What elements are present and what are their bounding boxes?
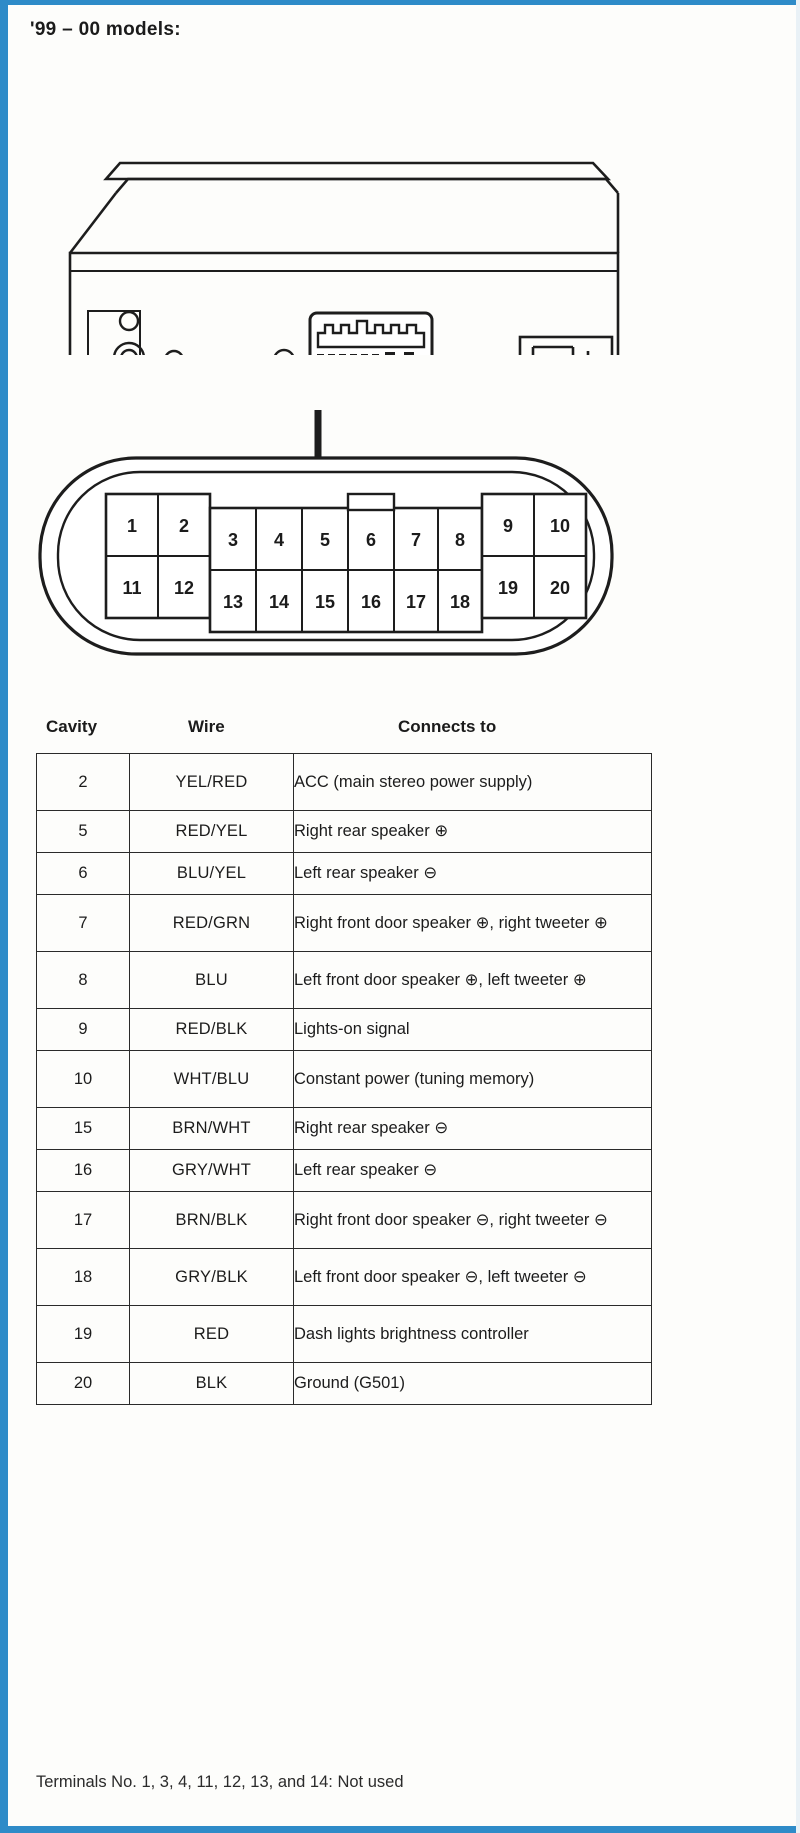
cell-connects-to: Left front door speaker ⊖, left tweeter ⊖	[294, 1249, 652, 1306]
svg-text:20: 20	[549, 578, 571, 598]
cell-cavity: 5	[37, 811, 130, 853]
accent-rail-left	[0, 0, 8, 1833]
svg-text:16: 16	[360, 592, 382, 612]
table-row	[37, 1306, 652, 1363]
cell-cavity: 16	[37, 1150, 130, 1192]
cell-cavity: 10	[37, 1051, 130, 1108]
svg-text:9: 9	[502, 516, 514, 536]
svg-text:19: 19	[497, 578, 519, 598]
cell-connects-to: Right rear speaker ⊕	[294, 811, 652, 853]
table-row	[37, 895, 652, 952]
cell-cavity: 17	[37, 1192, 130, 1249]
svg-text:10: 10	[549, 516, 571, 536]
table-row	[37, 754, 652, 811]
table-row	[37, 1249, 652, 1306]
svg-text:11: 11	[122, 578, 142, 598]
svg-text:5: 5	[319, 530, 331, 550]
svg-text:3: 3	[227, 530, 239, 550]
svg-text:17: 17	[405, 592, 427, 612]
svg-text:12: 12	[173, 578, 195, 598]
table-row	[37, 1150, 652, 1192]
cell-connects-to: Right rear speaker ⊖	[294, 1108, 652, 1150]
cell-cavity: 6	[37, 853, 130, 895]
table-row	[37, 952, 652, 1009]
svg-text:18: 18	[449, 592, 471, 612]
cell-wire: BRN/WHT	[130, 1108, 294, 1150]
table-header-row	[36, 717, 648, 751]
table-row	[37, 811, 652, 853]
cell-cavity: 15	[37, 1108, 130, 1150]
table-row	[37, 853, 652, 895]
accent-rail-bottom	[0, 1826, 800, 1833]
svg-text:6: 6	[365, 530, 377, 550]
cell-connects-to: Dash lights brightness controller	[294, 1306, 652, 1363]
cell-cavity: 2	[37, 754, 130, 811]
cell-wire: BRN/BLK	[130, 1192, 294, 1249]
cell-wire: YEL/RED	[130, 754, 294, 811]
svg-text:1: 1	[126, 516, 138, 536]
cell-wire: WHT/BLU	[130, 1051, 294, 1108]
cell-cavity: 18	[37, 1249, 130, 1306]
svg-text:2: 2	[178, 516, 190, 536]
cell-connects-to: ACC (main stereo power supply)	[294, 754, 652, 811]
svg-text:4: 4	[273, 530, 285, 550]
cell-wire: GRY/BLK	[130, 1249, 294, 1306]
table-row	[37, 1192, 652, 1249]
table-row	[37, 1363, 652, 1405]
cell-wire: RED	[130, 1306, 294, 1363]
svg-text:14: 14	[268, 592, 290, 612]
table-row	[37, 1051, 652, 1108]
table-row	[37, 1009, 652, 1051]
pinout-table	[36, 753, 652, 1405]
cell-connects-to: Ground (G501)	[294, 1363, 652, 1405]
cell-connects-to: Left front door speaker ⊕, left tweeter ⊕	[294, 952, 652, 1009]
cell-connects-to: Left rear speaker ⊖	[294, 1150, 652, 1192]
cell-wire: RED/BLK	[130, 1009, 294, 1051]
column-header-cavity: Cavity	[46, 717, 98, 736]
cell-wire: BLU	[130, 952, 294, 1009]
cell-connects-to: Lights-on signal	[294, 1009, 652, 1051]
page-title: '99 – 00 models:	[30, 19, 181, 40]
harness-connector-diagram	[18, 410, 638, 700]
cell-wire: BLK	[130, 1363, 294, 1405]
cell-connects-to: Left rear speaker ⊖	[294, 853, 652, 895]
svg-text:15: 15	[314, 592, 336, 612]
footnote-not-used: Terminals No. 1, 3, 4, 11, 12, 13, and 14: Not used	[36, 1773, 404, 1791]
cell-wire: RED/YEL	[130, 811, 294, 853]
table-row	[37, 1108, 652, 1150]
cell-cavity: 19	[37, 1306, 130, 1363]
page-content	[8, 5, 796, 1826]
cell-wire: RED/GRN	[130, 895, 294, 952]
cell-connects-to: Right front door speaker ⊖, right tweeter ⊖	[294, 1192, 652, 1249]
cell-cavity: 7	[37, 895, 130, 952]
cell-cavity: 9	[37, 1009, 130, 1051]
cell-wire: BLU/YEL	[130, 853, 294, 895]
cell-connects-to: Right front door speaker ⊕, right tweeter ⊕	[294, 895, 652, 952]
stereo-unit-diagram	[28, 75, 638, 355]
column-header-connects-to: Connects to	[398, 717, 497, 736]
cell-cavity: 8	[37, 952, 130, 1009]
cell-wire: GRY/WHT	[130, 1150, 294, 1192]
cell-connects-to: Constant power (tuning memory)	[294, 1051, 652, 1108]
svg-text:7: 7	[410, 530, 422, 550]
cell-cavity: 20	[37, 1363, 130, 1405]
column-header-wire: Wire	[188, 717, 225, 736]
svg-text:8: 8	[454, 530, 466, 550]
accent-rail-right	[796, 0, 800, 1833]
svg-text:13: 13	[222, 592, 244, 612]
